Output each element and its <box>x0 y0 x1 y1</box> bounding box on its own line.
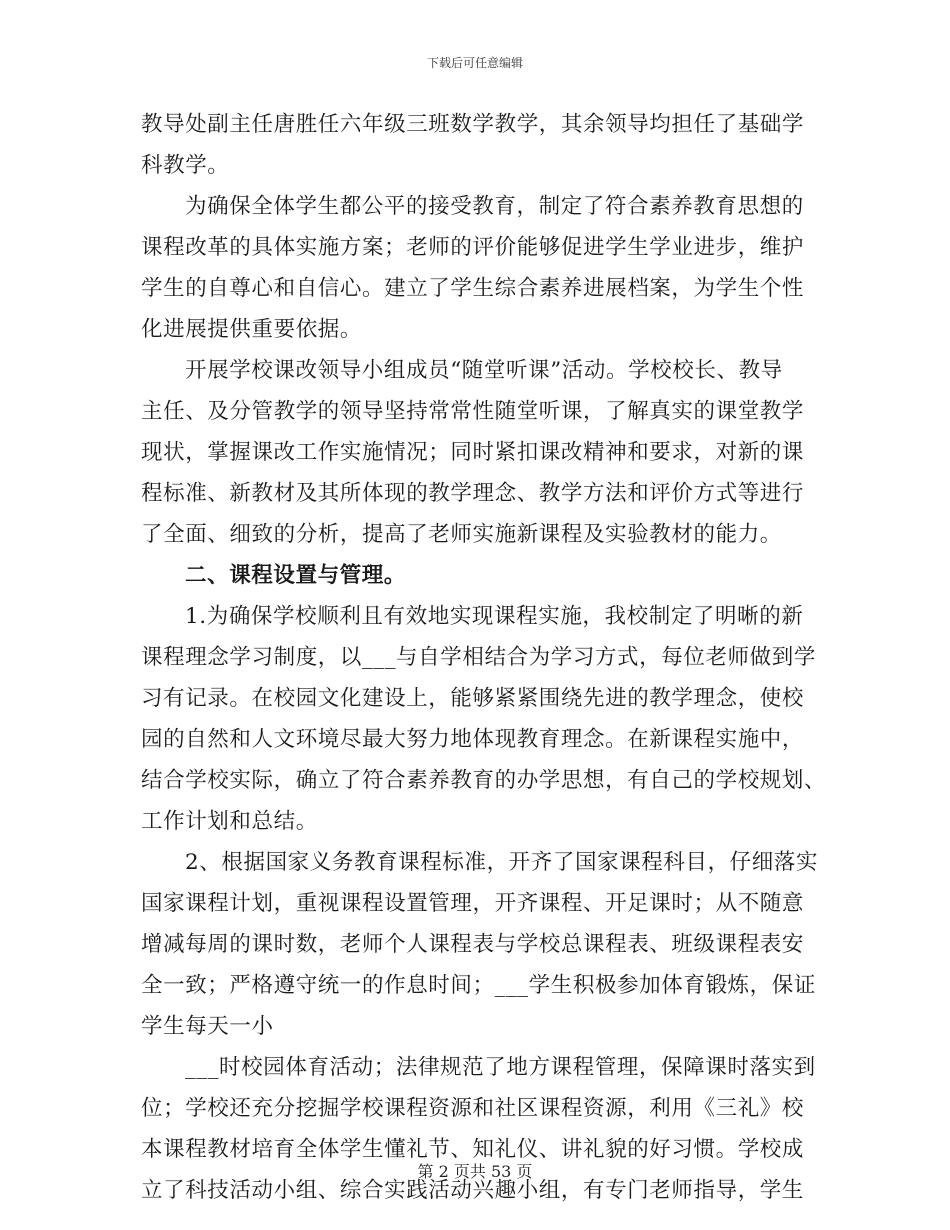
paragraph-line: 1.为确保学校顺利且有效地实现课程实施，我校制定了明晰的新 <box>185 604 804 629</box>
page-footer: 第 2 页共 53 页 <box>417 1162 533 1181</box>
paragraph-line: 课程理念学习制度，以___与自学相结合为学习方式，每位老师做到学 <box>141 645 816 670</box>
section-heading: 二、课程设置与管理。 <box>185 563 407 588</box>
paragraph-line: 化进展提供重要依据。 <box>141 317 363 342</box>
paragraph-line: 工作计划和总结。 <box>141 809 318 834</box>
paragraph-line: 本课程教材培育全体学生懂礼节、知礼仪、讲礼貌的好习惯。学校成 <box>141 1137 805 1162</box>
paragraph-line: 立了科技活动小组、综合实践活动兴趣小组，有专门老师指导，学生 <box>141 1178 805 1203</box>
paragraph-line: ___时校园体育活动；法律规范了地方课程管理，保障课时落实到 <box>185 1055 816 1080</box>
paragraph-line: 习有记录。在校园文化建设上，能够紧紧围绕先进的教学理念，使校 <box>141 686 805 711</box>
paragraph-line: 全一致；严格遵守统一的作息时间；___学生积极参加体育锻炼，保证 <box>141 973 816 998</box>
paragraph-line: 教导处副主任唐胜任六年级三班数学教学，其余领导均担任了基础学 <box>141 112 805 137</box>
paragraph-line: 园的自然和人文环境尽最大努力地体现教育理念。在新课程实施中， <box>141 727 805 752</box>
paragraph-line: 结合学校实际，确立了符合素养教育的办学思想，有自己的学校规划、 <box>141 768 827 793</box>
paragraph-line: 现状，掌握课改工作实施情况；同时紧扣课改精神和要求，对新的课 <box>141 440 805 465</box>
paragraph-line: 学生的自尊心和自信心。建立了学生综合素养进展档案，为学生个性 <box>141 276 805 301</box>
paragraph-line: 增减每周的课时数，老师个人课程表与学校总课程表、班级课程表安 <box>141 932 805 957</box>
paragraph-line: 课程改革的具体实施方案；老师的评价能够促进学生学业进步，维护 <box>141 235 805 260</box>
paragraph-line: 程标准、新教材及其所体现的教学理念、教学方法和评价方式等进行 <box>141 481 805 506</box>
paragraph-line: 主任、及分管教学的领导坚持常常性随堂听课，了解真实的课堂教学 <box>141 399 805 424</box>
paragraph-line: 开展学校课改领导小组成员“随堂听课”活动。学校校长、教导 <box>185 358 783 383</box>
paragraph-line: 为确保全体学生都公平的接受教育，制定了符合素养教育思想的 <box>185 194 804 219</box>
paragraph-line: 了全面、细致的分析，提高了老师实施新课程及实验教材的能力。 <box>141 522 782 547</box>
paragraph-line: 位；学校还充分挖掘学校课程资源和社区课程资源，利用《三礼》校 <box>141 1096 805 1121</box>
paragraph-line: 2、根据国家义务教育课程标准，开齐了国家课程科目，仔细落实 <box>185 850 819 875</box>
paragraph-line: 科教学。 <box>141 153 230 178</box>
paragraph-line: 国家课程计划，重视课程设置管理，开齐课程、开足课时；从不随意 <box>141 891 805 916</box>
page-header: 下载后可任意编辑 <box>426 56 523 70</box>
paragraph-line: 学生每天一小 <box>141 1014 274 1039</box>
document-body <box>141 104 827 1211</box>
